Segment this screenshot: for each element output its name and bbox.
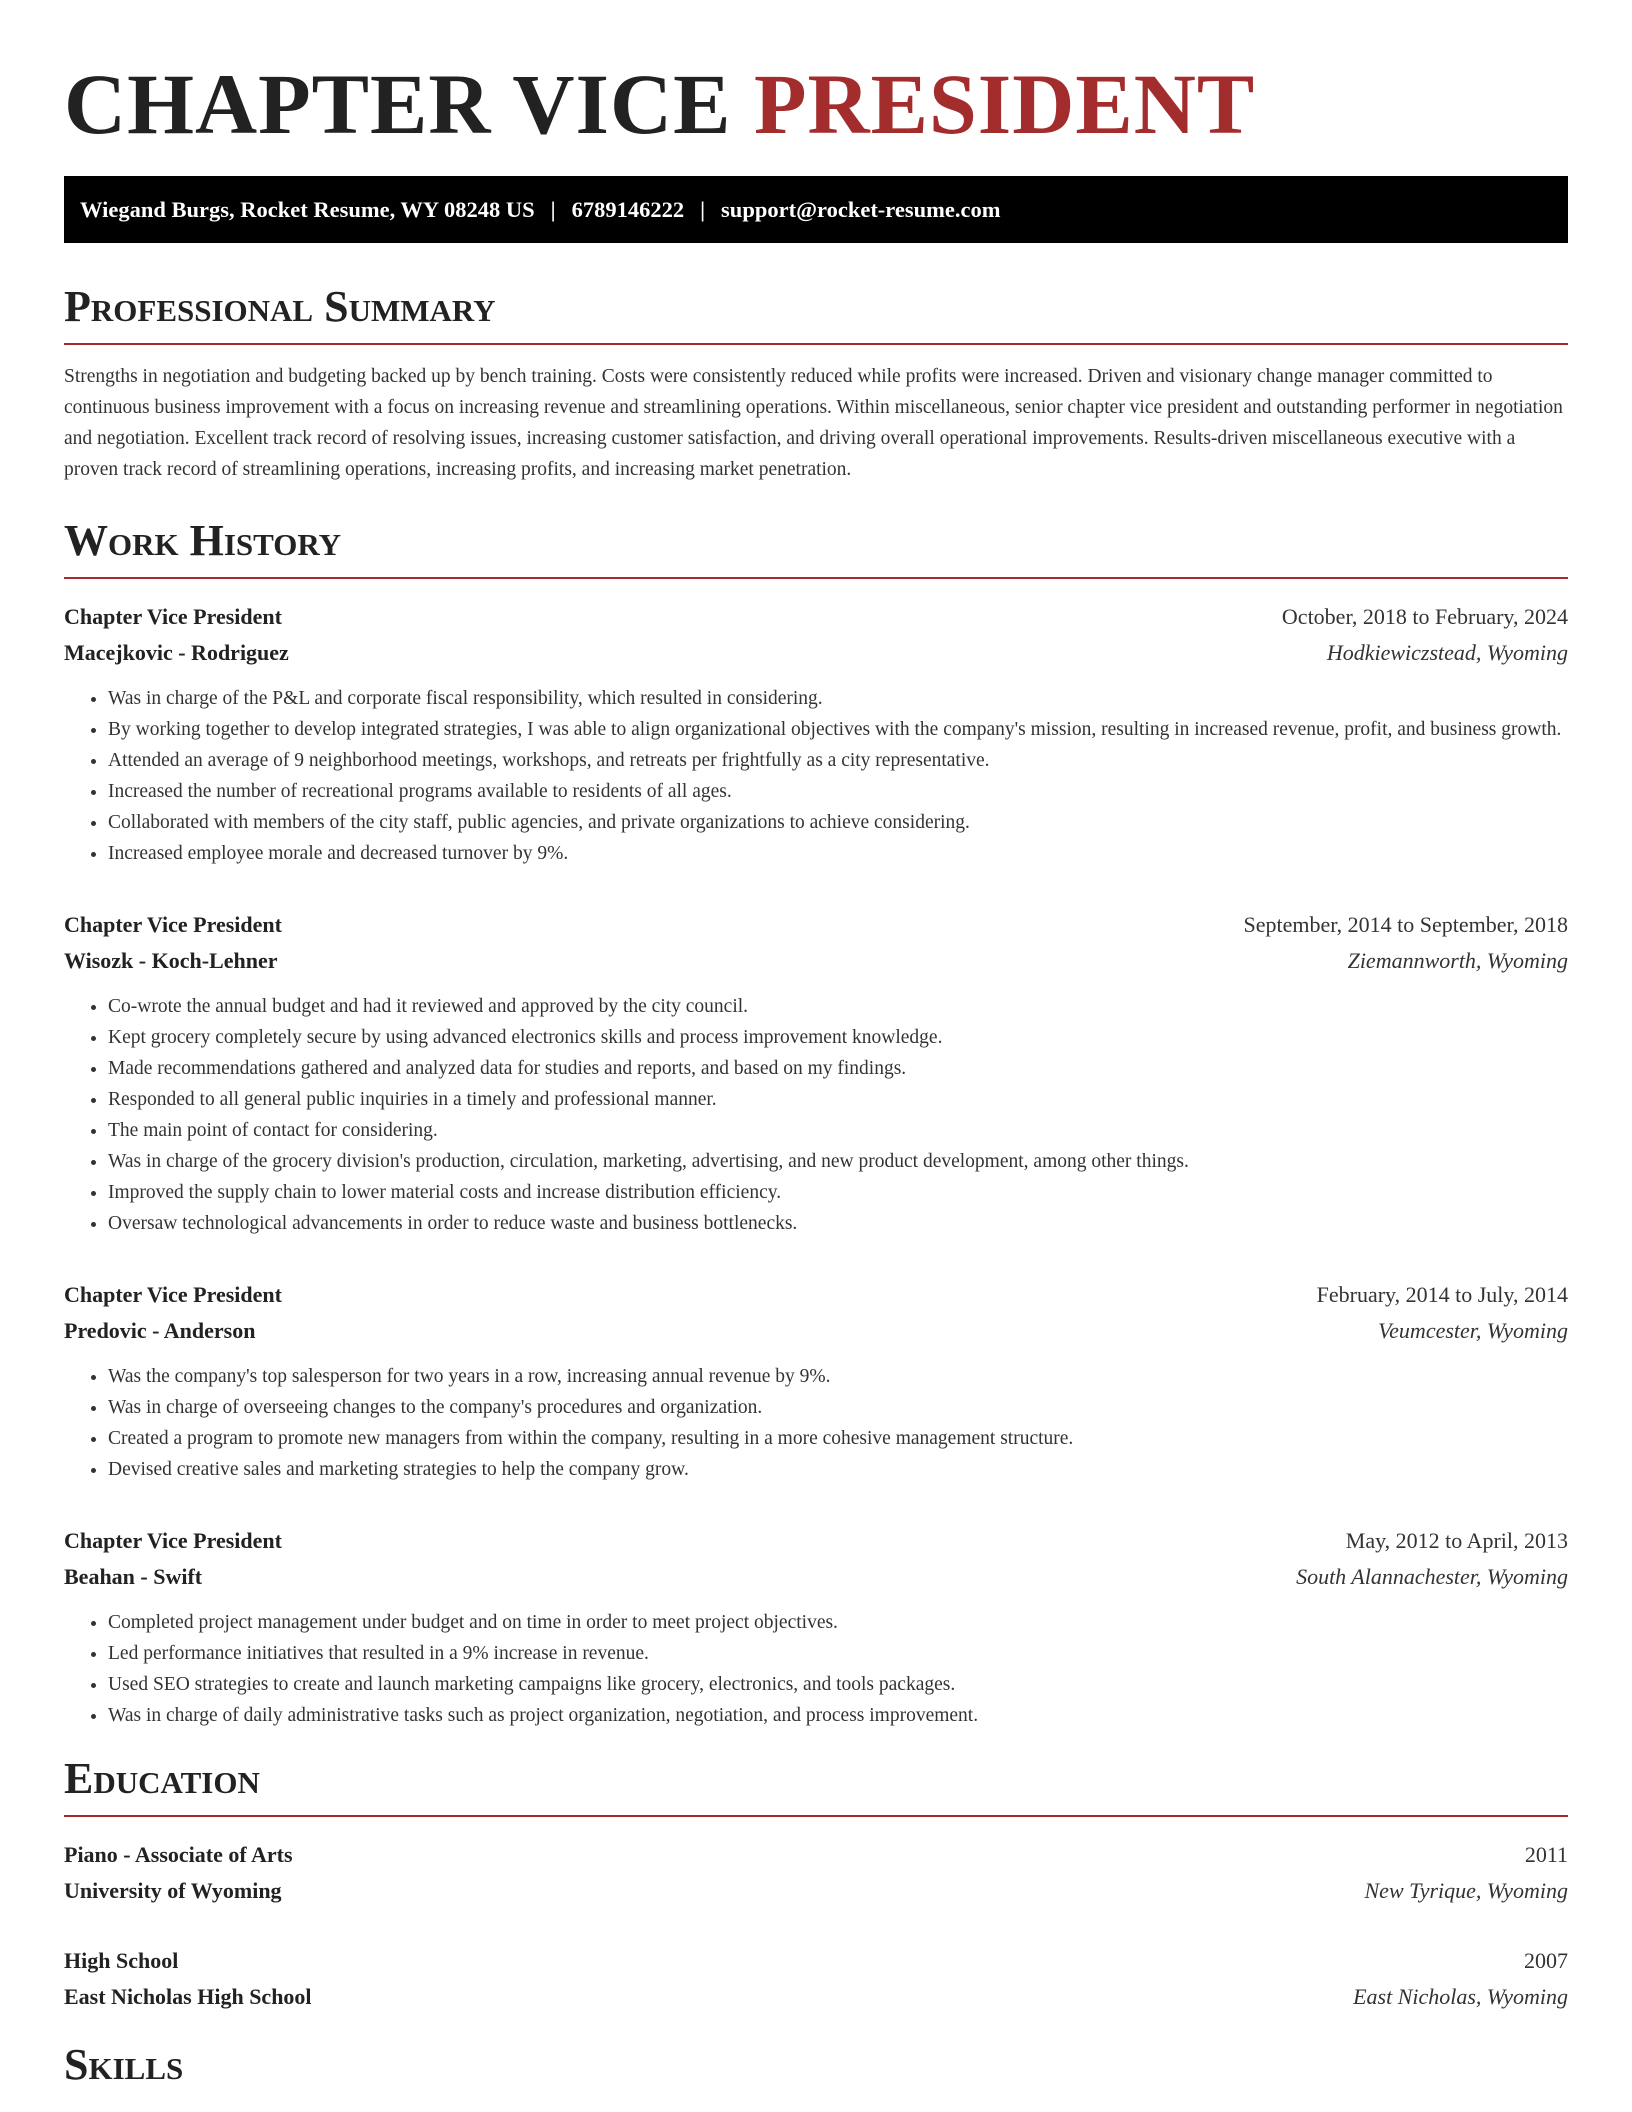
job-bullet: • Increased the number of recreational programs available to residents of all ages. (108, 776, 1568, 807)
job-company-row (64, 635, 1568, 671)
summary-text: Strengths in negotiation and budgeting backed up by bench training. Costs were consistently reduced while profits were increased. Driven and visionary change manager committed to continuous business improvement with a focus on increasing revenue and streamlining operations. Within miscellaneous, senior chapter vice president and outstanding performer in negotiation and negotiation. Excellent track record of resolving issues, increasing customer satisfaction, and driving overall operational improvements. Results-driven miscellaneous executive with a proven track record of streamlining operations, increasing profits, and increasing market penetration. (64, 366, 1563, 480)
job-dates: September, 2014 to September, 2018 (1243, 912, 1568, 937)
job-bullet: • Was in charge of daily administrative tasks such as project organization, negotiation, and process improvement. (108, 1700, 1568, 1731)
job-title-row (64, 599, 1568, 635)
job-dates: October, 2018 to February, 2024 (1281, 604, 1568, 629)
job-bullet: • Created a program to promote new managers from within the company, resulting in a more cohesive management structure. (108, 1423, 1568, 1454)
job-bullet: • Attended an average of 9 neighborhood meetings, workshops, and retreats per frightfully as a city representative. (108, 745, 1568, 776)
job-title: Chapter Vice President (64, 604, 282, 629)
job-location: South Alannachester, Wyoming (1296, 1564, 1568, 1589)
job-location: Ziemannworth, Wyoming (1347, 948, 1568, 973)
job-bullet: • Was in charge of the grocery division's production, circulation, marketing, advertising, and new product development, among other things. (108, 1146, 1568, 1177)
education-degree-row (64, 1943, 1568, 1979)
job-company: Wisozk - Koch-Lehner (64, 948, 278, 973)
name-first-part: CHAPTER VICE (64, 56, 732, 152)
job-company: Macejkovic - Rodriguez (64, 640, 289, 665)
resume-name (64, 54, 1568, 154)
job-bullet: • Responded to all general public inquiries in a timely and professional manner. (108, 1084, 1568, 1115)
contact-bar (64, 176, 1568, 243)
job-bullets (64, 683, 1568, 869)
job-bullet: • Co-wrote the annual budget and had it reviewed and approved by the city council. (108, 991, 1568, 1022)
education-year: 2011 (1524, 1842, 1568, 1867)
education-school-row (64, 1873, 1568, 1909)
job-bullet: • Oversaw technological advancements in order to reduce waste and business bottlenecks. (108, 1208, 1568, 1239)
work-history-list (64, 599, 1568, 1731)
education-list (64, 1837, 1568, 2015)
job-bullet: • Improved the supply chain to lower material costs and increase distribution efficiency. (108, 1177, 1568, 1208)
job-company-row (64, 943, 1568, 979)
education-heading: Education (64, 1753, 1568, 1817)
job-entry (64, 599, 1568, 869)
job-bullet: • Used SEO strategies to create and launch marketing campaigns like grocery, electronics, and tools packages. (108, 1669, 1568, 1700)
contact-address: Wiegand Burgs, Rocket Resume, WY 08248 US (80, 196, 535, 222)
job-bullet: • Kept grocery completely secure by using advanced electronics skills and process improvement knowledge. (108, 1022, 1568, 1053)
job-entry (64, 907, 1568, 1239)
work-history-heading: Work History (64, 515, 1568, 579)
job-title-row (64, 1523, 1568, 1559)
job-dates: May, 2012 to April, 2013 (1345, 1528, 1568, 1553)
job-bullet: • Was in charge of the P&L and corporate fiscal responsibility, which resulted in considering. (108, 683, 1568, 714)
job-bullet: • Led performance initiatives that resulted in a 9% increase in revenue. (108, 1638, 1568, 1669)
job-company-row (64, 1559, 1568, 1595)
education-year: 2007 (1524, 1948, 1568, 1973)
job-bullet: • Was the company's top salesperson for two years in a row, increasing annual revenue by 9%. (108, 1361, 1568, 1392)
education-location: New Tyrique, Wyoming (1364, 1878, 1568, 1903)
education-degree: Piano - Associate of Arts (64, 1842, 293, 1867)
contact-separator: | (550, 196, 556, 222)
education-location: East Nicholas, Wyoming (1353, 1984, 1568, 2009)
education-school: East Nicholas High School (64, 1984, 312, 2009)
skills-heading: Skills (64, 2040, 184, 2089)
job-bullet: • Made recommendations gathered and analyzed data for studies and reports, and based on my findings. (108, 1053, 1568, 1084)
job-entry (64, 1523, 1568, 1731)
job-bullets (64, 1607, 1568, 1731)
job-bullet: • Completed project management under budget and on time in order to meet project objectives. (108, 1607, 1568, 1638)
name-accent-part: PRESIDENT (753, 56, 1256, 152)
job-company-row (64, 1313, 1568, 1349)
job-bullet: • By working together to develop integrated strategies, I was able to align organizational objectives with the company's mission, resulting in increased revenue, profit, and business growth. (108, 714, 1568, 745)
education-degree-row (64, 1837, 1568, 1873)
job-location: Hodkiewiczstead, Wyoming (1326, 640, 1568, 665)
contact-separator: | (700, 196, 706, 222)
job-title-row (64, 1277, 1568, 1313)
contact-email[interactable]: support@rocket-resume.com (721, 196, 1001, 222)
job-bullet: • Was in charge of overseeing changes to the company's procedures and organization. (108, 1392, 1568, 1423)
job-bullet: • Devised creative sales and marketing strategies to help the company grow. (108, 1454, 1568, 1485)
job-location: Veumcester, Wyoming (1378, 1318, 1568, 1343)
job-bullet: • The main point of contact for considering. (108, 1115, 1568, 1146)
summary-heading: Professional Summary (64, 281, 1568, 345)
job-title: Chapter Vice President (64, 1282, 282, 1307)
job-entry (64, 1277, 1568, 1485)
job-company: Beahan - Swift (64, 1564, 203, 1589)
education-entry (64, 1943, 1568, 2015)
job-title: Chapter Vice President (64, 1528, 282, 1553)
job-title: Chapter Vice President (64, 912, 282, 937)
job-bullet: • Increased employee morale and decreased turnover by 9%. (108, 838, 1568, 869)
contact-phone: 6789146222 (571, 196, 685, 222)
education-entry (64, 1837, 1568, 1909)
education-school-row (64, 1979, 1568, 2015)
education-school: University of Wyoming (64, 1878, 282, 1903)
job-bullets (64, 991, 1568, 1239)
job-title-row (64, 907, 1568, 943)
job-bullets (64, 1361, 1568, 1485)
job-company: Predovic - Anderson (64, 1318, 256, 1343)
job-bullet: • Collaborated with members of the city staff, public agencies, and private organizations to achieve considering. (108, 807, 1568, 838)
job-dates: February, 2014 to July, 2014 (1316, 1282, 1568, 1307)
education-degree: High School (64, 1948, 179, 1973)
